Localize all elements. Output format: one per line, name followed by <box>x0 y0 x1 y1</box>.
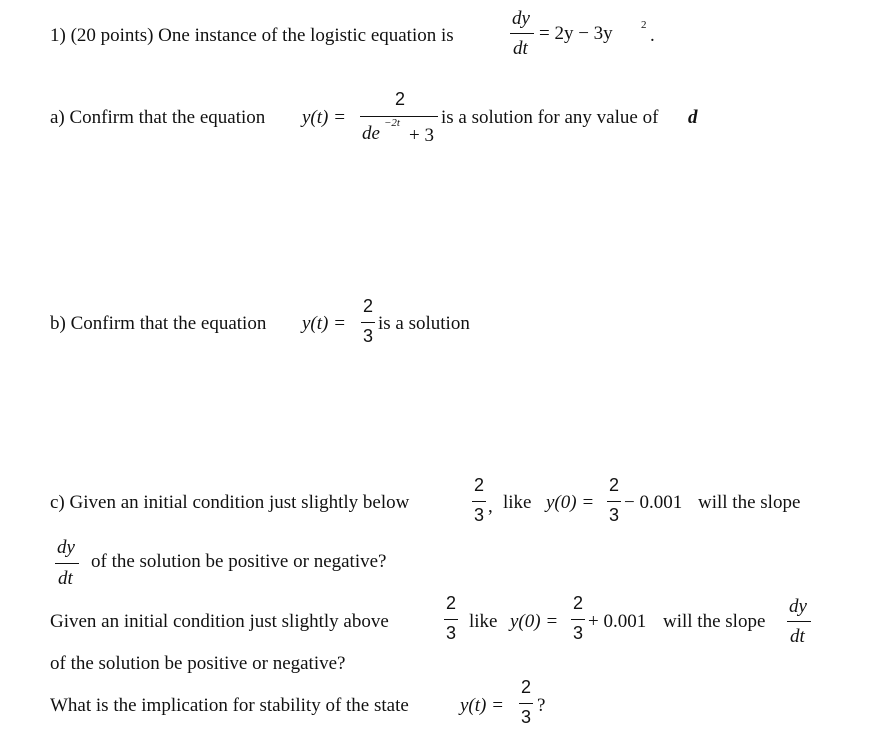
part-c-comma: , <box>488 496 493 517</box>
part-c-frac3-bar <box>444 619 458 620</box>
part-c-dy2: dy <box>789 596 807 617</box>
part-c-frac5-bar <box>519 703 533 704</box>
part-c-dydt2-bar <box>787 621 811 622</box>
part-a-text: a) Confirm that the equation <box>50 107 266 128</box>
part-c-line4-text: of the solution be positive or negative? <box>50 653 346 674</box>
part-c-frac4-den: 3 <box>573 623 584 643</box>
part-c-y0: y(0) = <box>546 492 595 513</box>
part-c-line5-text: What is the implication for stability of the state <box>50 695 409 716</box>
part-c-line2-text: of the solution be positive or negative? <box>91 551 387 572</box>
part-b-lhs: y(t) = <box>302 313 346 334</box>
eq-period: . <box>650 25 655 46</box>
part-a-den-exp: −2t <box>384 117 400 129</box>
part-a-numerator: 2 <box>395 89 406 109</box>
part-c-frac5-den: 3 <box>521 707 532 727</box>
part-a-den-tail: + 3 <box>409 125 434 146</box>
part-c-frac3-den: 3 <box>446 623 457 643</box>
part-c-frac2-bar <box>607 501 621 502</box>
part-a-var: d <box>688 107 698 128</box>
part-c-line3-text: Given an initial condition just slightly above <box>50 611 389 632</box>
part-c-frac4-bar <box>571 619 585 620</box>
part-b-denominator: 3 <box>363 326 374 346</box>
part-c-frac2-den: 3 <box>609 505 620 525</box>
part-c-will-slope: will the slope <box>698 492 801 513</box>
eq-fraction-bar <box>510 33 534 34</box>
part-c-yt: y(t) = <box>460 695 504 716</box>
part-c-frac4-num: 2 <box>573 593 584 613</box>
part-c-y0-2: y(0) = <box>510 611 559 632</box>
part-c-plus-value: + 0.001 <box>588 611 647 632</box>
part-c-frac1-num: 2 <box>474 475 485 495</box>
part-c-line1-text: c) Given an initial condition just slightly below <box>50 492 410 513</box>
part-b-fraction-bar <box>361 322 375 323</box>
part-c-like2: like <box>469 611 498 632</box>
part-c-question: ? <box>537 695 546 716</box>
eq-dt: dt <box>513 38 528 59</box>
part-c-frac1-den: 3 <box>474 505 485 525</box>
part-c-like: like <box>503 492 532 513</box>
part-b-text: b) Confirm that the equation <box>50 313 267 334</box>
part-c-dt2: dt <box>790 626 805 647</box>
part-a-lhs: y(t) = <box>302 107 346 128</box>
part-b-rest: is a solution <box>378 313 470 334</box>
part-c-dy: dy <box>57 537 75 558</box>
part-a-rest: is a solution for any value of <box>441 107 659 128</box>
part-c-dt: dt <box>58 568 73 589</box>
eq-dy: dy <box>512 8 530 29</box>
eq-square: 2 <box>641 19 647 31</box>
part-c-frac3-num: 2 <box>446 593 457 613</box>
part-c-minus-value: − 0.001 <box>624 492 683 513</box>
part-b-numerator: 2 <box>363 296 374 316</box>
part-c-frac5-num: 2 <box>521 677 532 697</box>
part-c-will-slope2: will the slope <box>663 611 766 632</box>
header-text: 1) (20 points) One instance of the logistic equation is <box>50 25 454 46</box>
part-c-frac2-num: 2 <box>609 475 620 495</box>
eq-rhs: = 2y − 3y <box>539 23 613 44</box>
part-c-dydt-bar <box>55 563 79 564</box>
part-c-frac1-bar <box>472 501 486 502</box>
part-a-den-d: de <box>362 123 380 144</box>
